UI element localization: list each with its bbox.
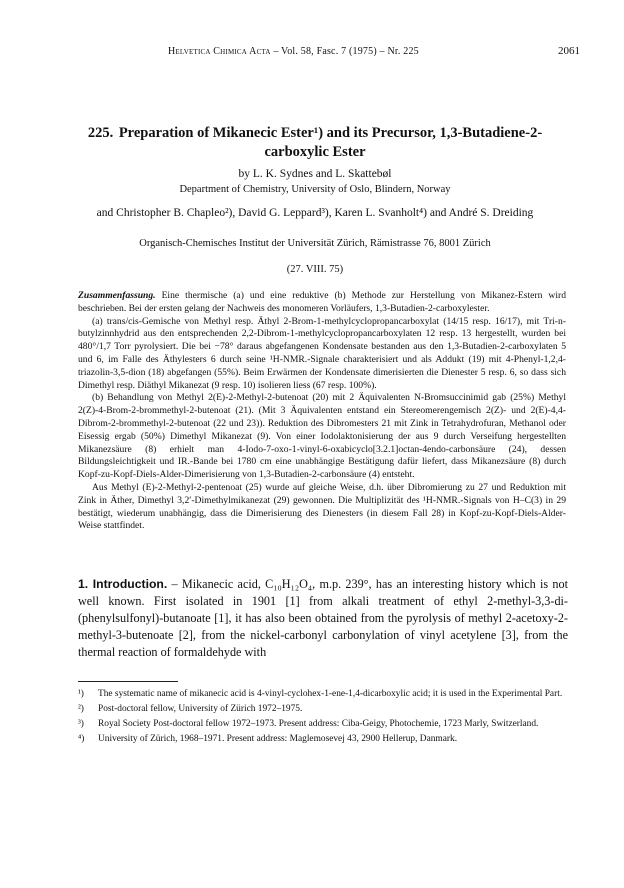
footnote-text: Post-doctoral fellow, University of Zürich 1972–1975. [98,704,303,714]
article-title-text: Preparation of Mikanecic Ester¹) and its Precursor, 1,3-Butadiene-2-carboxylic Ester [118,125,543,160]
introduction-section [78,576,568,661]
footnote [78,703,566,716]
page-number: 2061 [558,45,580,57]
authors-oslo: by L. K. Sydnes and L. Skattebøl [238,168,392,180]
footnote-text: The systematic name of mikanecic acid is 4-vinyl-cyclohex-1-ene-1,4-dicarboxylic acid; it is used in the Experimental Part. [98,689,563,699]
introduction-text: – Mikanecic acid, C₁₀H₁₂O₄, m.p. 239°, has an interesting history which is not well known. First isolated in 1901 [1] from alkali treatment of ethyl 2-methyl-3,3-di-(phenylsulfonyl)-butanoate [1], it has also been obtained from the pyrolysis of methyl 2-acetoxy-2-methyl-3-butenoate [2], from the nickel-carbonyl carbonylation of vinyl acetylene [3], from the thermal reaction of formaldehyde with [78,577,568,659]
footnote-mark: ⁴) [78,734,85,744]
footnote [78,718,566,731]
footnote [78,733,566,746]
journal-volume-info: – Vol. 58, Fasc. 7 (1975) – Nr. 225 [270,46,419,57]
footnote-text: Royal Society Post-doctoral fellow 1972–1973. Present address: Ciba-Geigy, Photochemie, 1723 Marly, Switzerland. [98,719,539,729]
footnote-text: University of Zürich, 1968–1971. Present address: Maglemosevej 43, 2900 Hellerup, Danmark. [98,734,458,744]
abstract-text-3: (b) Behandlung von Methyl 2(E)-2-Methyl-2-butenoat (20) mit 2 Äquivalenten N-Bromsuccinimid gab (25%) Methyl 2(Z)-4-Brom-2-brommethyl-2-butenoat (21). (Mit 3 Äquivalenten entstand ein Stereomerengemisch 2(Z)- und 2(E)-4,4-Dibrom-2-brommethyl-2-butenoat (22 und 23)). Reduktion des Dibromesters 21 mit Zink in Tetrahydrofuran, Methanol oder Eisessig ergab (50%) Dimethyl Mikanezat (9). Von einer Iodolaktonisierung der aus 9 durch Verseifung hergestellten Mikanezsäure (8) erhielt man 4-Iodo-7-oxo-1-vinyl-6-oxabicyclo[3.2.1]octan-4endo-carbonsäure (24), dessen Bildungsleichtigkeit und IR.-Bande bei 1780 cm eine unabhängige Bestätigung dafür liefert, dass Mikanezsäure (8) durch Kopf-zu-Kopf-Diels-Alder-Dimerisierung von 1,3-Butadien-2-carbonsäure (4) entsteht. [78,392,566,481]
affiliation-oslo: Department of Chemistry, University of Oslo, Blindern, Norway [179,184,451,195]
abstract-text-1: Eine thermische (a) und eine reduktive (b) Methode zur Herstellung von Mikanez-Estern wird beschrieben. Bei der ersten gelang der Nachweis des monomeren Vorläufers, 1,3-Butadien-2-carboxylester. [78,290,566,314]
abstract-paragraph [78,290,566,316]
abstract [78,290,566,533]
footnote-mark: ²) [78,704,84,714]
abstract-text-2: (a) trans/cis-Gemische von Methyl resp. Äthyl 2-Brom-1-methylcyclopropancarboxylat (14/15 resp. 16/17), mit Tri-n-butylzinnhydrid aus den entsprechenden 2,2-Dibrom-1-methylcyclopropancarboxylaten 12 resp. 13 hergestellt, wurden bei 480°/1,7 Torr pyrolysiert. Die bei −78° daraus abgefangenen Kondensate bestanden aus den 1,3-Butadien-2-carboxylaten 5 und 6, im Falle des Äthylesters 6 durch seine ¹H-NMR.-Signale charakterisiert und als Addukt (19) mit 4-Phenyl-1,2,4-triazolin-3,5-dion (18) abgefangen (55%). Beim Erwärmen der Kondensate dimerisierten die Dienester 5 resp. 6, so dass sich Dimethyl resp. Diäthyl Mikanezat (9 resp. 10) isolieren liess (67 resp. 100%). [78,315,566,391]
journal-name: Helvetica Chimica Acta [168,46,271,57]
article-number: 225. [87,125,114,141]
footnote-mark: ³) [78,719,84,729]
footnote [78,688,566,701]
running-header [168,46,578,57]
introduction-heading: 1. Introduction. [78,577,168,591]
authors-zurich: and Christopher B. Chapleo²), David G. Leppard³), Karen L. Svanholt⁴) and André S. Dreiding [96,207,534,219]
received-date: (27. VIII. 75) [286,264,344,275]
footnote-divider [78,681,178,682]
article-title [60,124,570,162]
abstract-label: Zusammenfassung. [78,290,156,301]
abstract-text-4: Aus Methyl (E)-2-Methyl-2-pentenoat (25) wurde auf gleiche Weise, d.h. über Dibromierung zu 27 und Reduktion mit Zink in Äther, Dimethyl 3,2′-Dimethylmikanezat (29) gewonnen. Die Multiplizität des ¹H-NMR.-Signals von H–C(3) in 29 bestätigt, wiederum unabhängig, dass die Dimerisierung des Dienesters (in diesem Fall 28) in Kopf-zu-Kopf-Diels-Alder-Weise stattfindet. [78,481,566,532]
footnotes [78,688,566,748]
footnote-mark: ¹) [78,689,84,699]
affiliation-zurich: Organisch-Chemisches Institut der Universität Zürich, Rämistrasse 76, 8001 Zürich [139,238,491,249]
